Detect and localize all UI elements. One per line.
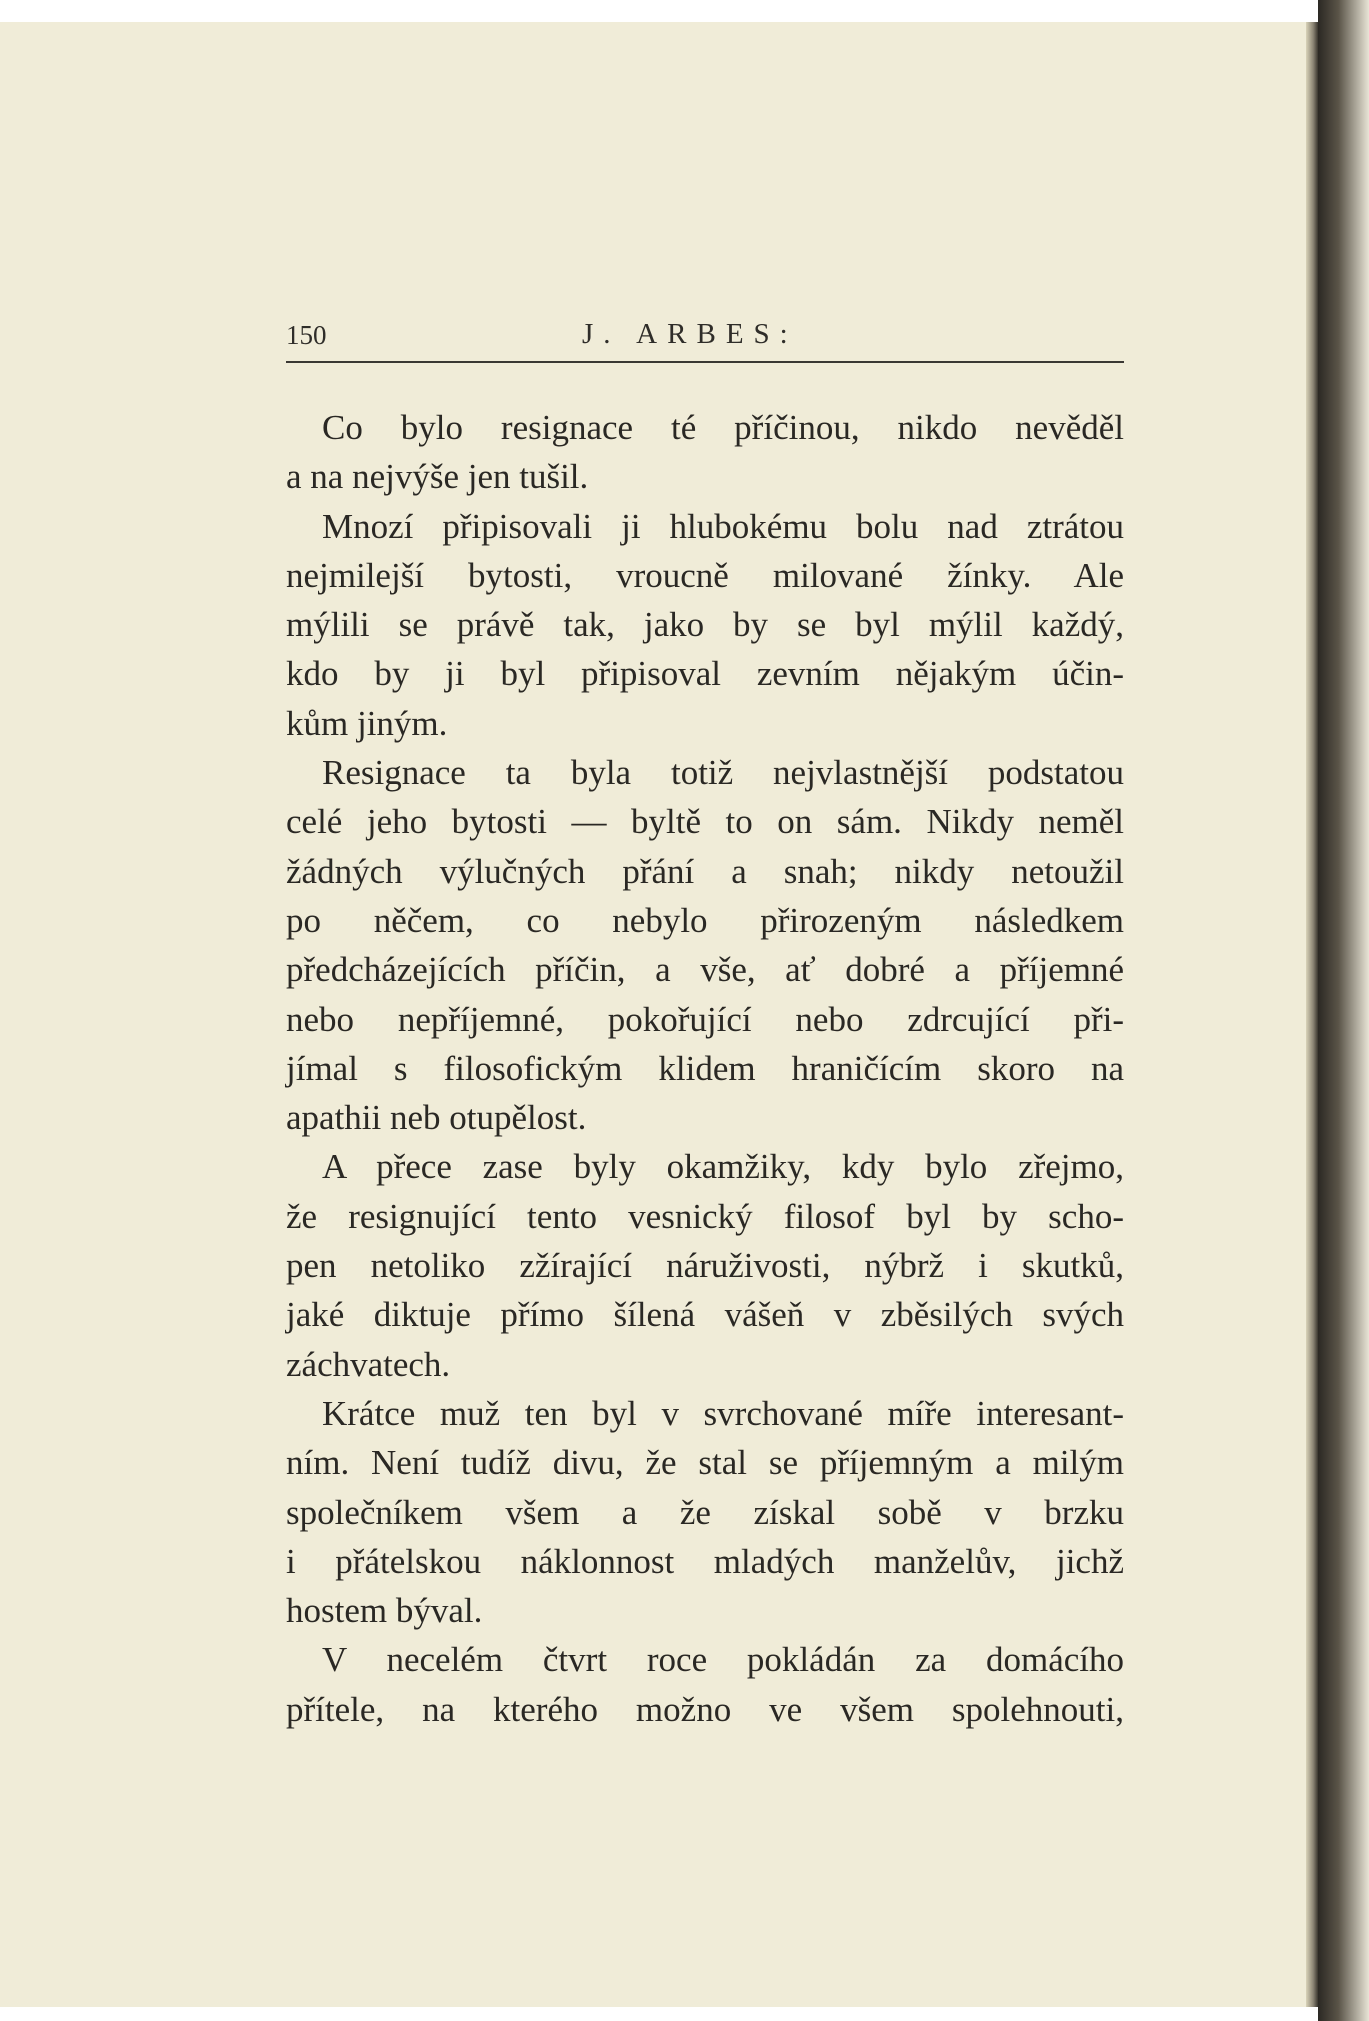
text-line: ním. Není tudíž divu, že stal se příjemným a milým xyxy=(286,1443,1124,1483)
text-line: jímal s filosofickým klidem hraničícím skoro na xyxy=(286,1048,1124,1088)
page-number: 150 xyxy=(286,320,327,350)
text-line: žádných výlučných přání a snah; nikdy netoužil xyxy=(286,851,1124,891)
text-line: mýlili se právě tak, jako by se byl mýlil každý, xyxy=(286,605,1124,645)
text-line: apathii neb otupělost. xyxy=(286,1098,587,1138)
text-line: po něčem, co nebylo přirozeným následkem xyxy=(286,900,1124,940)
text-line: přítele, na kterého možno ve všem spolehnouti, xyxy=(286,1689,1124,1729)
text-line: pen netoliko zžírající náruživosti, nýbrž i skutků, xyxy=(286,1246,1124,1286)
page-edge-shadow xyxy=(1306,22,1318,2007)
text-line: předcházejících příčin, a vše, ať dobré a příjemné xyxy=(286,950,1124,990)
text-line: i přátelskou náklonnost mladých manželův, jichž xyxy=(286,1541,1124,1581)
text-line: celé jeho bytosti — byltě to on sám. Nikdy neměl xyxy=(286,802,1124,842)
text-line: společníkem všem a že získal sobě v brzku xyxy=(286,1492,1124,1532)
running-head: J. ARBES: xyxy=(582,318,798,350)
text-line: Mnozí připisovali ji hlubokému bolu nad ztrátou xyxy=(322,506,1124,546)
text-line: Resignace ta byla totiž nejvlastnější podstatou xyxy=(322,753,1124,793)
text-line: a na nejvýše jen tušil. xyxy=(286,457,589,497)
text-line: V necelém čtvrt roce pokládán za domácího xyxy=(322,1640,1124,1680)
body-text xyxy=(286,403,1124,1734)
text-line: záchvatech. xyxy=(286,1344,451,1384)
text-line: jaké diktuje přímo šílená vášeň v zběsilých svých xyxy=(286,1295,1124,1335)
book-binding xyxy=(1318,0,1369,2021)
text-line: nejmilejší bytosti, vroucně milované žínky. Ale xyxy=(286,555,1124,595)
text-line: kdo by ji byl připisoval zevním nějakým účin- xyxy=(286,654,1124,694)
text-line: hostem býval. xyxy=(286,1591,483,1631)
text-line: nebo nepříjemné, pokořující nebo zdrcující při- xyxy=(286,999,1124,1039)
text-line: Co bylo resignace té příčinou, nikdo nevěděl xyxy=(322,408,1124,447)
text-line: že resignující tento vesnický filosof byl by scho- xyxy=(286,1196,1124,1236)
text-line: kům jiným. xyxy=(286,703,448,743)
page-header xyxy=(286,312,1124,362)
header-rule xyxy=(286,361,1124,363)
text-line: A přece zase byly okamžiky, kdy bylo zřejmo, xyxy=(322,1147,1124,1187)
text-line: Krátce muž ten byl v svrchované míře interesant- xyxy=(322,1393,1124,1433)
